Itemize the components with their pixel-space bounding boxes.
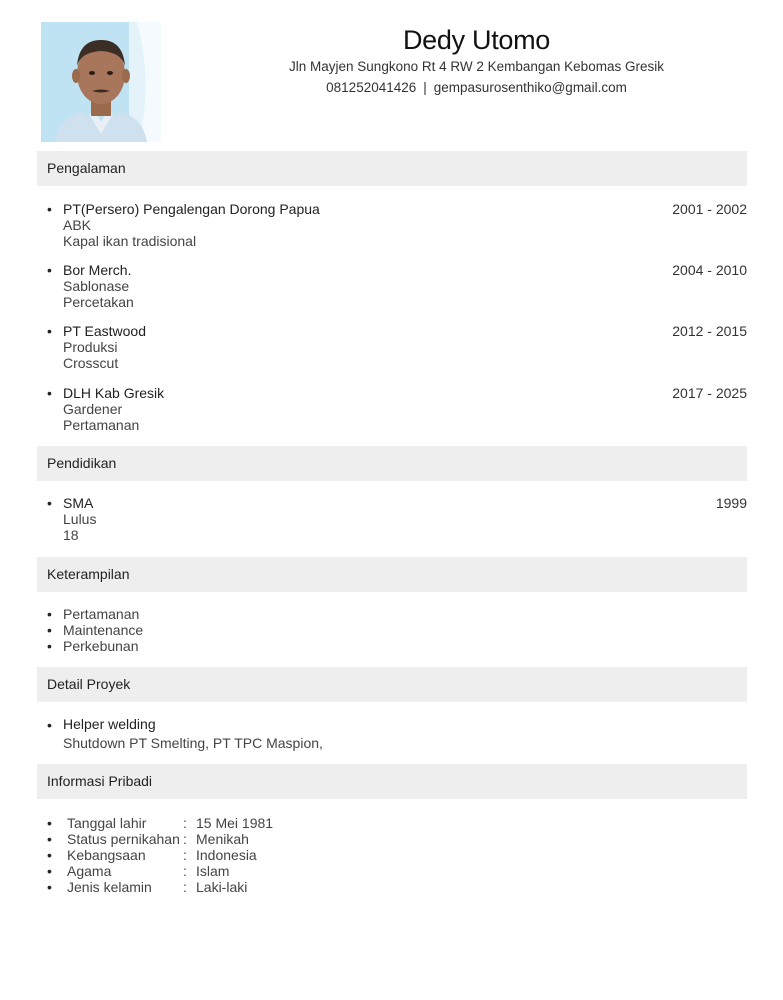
info-label: Agama bbox=[67, 863, 112, 879]
section-header-skills: Keterampilan bbox=[37, 557, 747, 592]
personal-info-row bbox=[47, 815, 747, 831]
bullet: • bbox=[47, 638, 52, 654]
education-score: 18 bbox=[63, 527, 79, 543]
info-colon: : bbox=[183, 831, 187, 847]
bullet: • bbox=[47, 717, 52, 733]
education-item bbox=[47, 495, 747, 543]
experience-description: Pertamanan bbox=[63, 417, 140, 433]
address: Jln Mayjen Sungkono Rt 4 RW 2 Kembangan Kebomas Gresik bbox=[289, 59, 664, 74]
info-value: Islam bbox=[196, 863, 230, 879]
profile-photo bbox=[41, 22, 161, 142]
experience-company: Bor Merch. bbox=[63, 262, 132, 278]
info-colon: : bbox=[183, 863, 187, 879]
section-header-projects: Detail Proyek bbox=[37, 667, 747, 702]
experience-description: Crosscut bbox=[63, 355, 119, 371]
section-header-experience: Pengalaman bbox=[37, 151, 747, 186]
experience-company: DLH Kab Gresik bbox=[63, 385, 165, 401]
bullet: • bbox=[47, 606, 52, 622]
email-address: gempasurosenthiko@gmail.com bbox=[433, 80, 627, 95]
education-status: Lulus bbox=[63, 511, 97, 527]
info-colon: : bbox=[183, 879, 187, 895]
experience-item bbox=[47, 201, 747, 249]
bullet: • bbox=[47, 385, 52, 401]
project-description: Shutdown PT Smelting, PT TPC Maspion, bbox=[63, 735, 323, 751]
personal-info-row bbox=[47, 879, 747, 895]
bullet: • bbox=[47, 815, 52, 831]
bullet: • bbox=[47, 323, 52, 339]
bullet: • bbox=[47, 201, 52, 217]
skill-item bbox=[47, 638, 747, 654]
experience-company: PT Eastwood bbox=[63, 323, 147, 339]
bullet: • bbox=[47, 847, 52, 863]
personal-info-list bbox=[47, 815, 747, 895]
info-label: Tanggal lahir bbox=[67, 815, 147, 831]
personal-info-row bbox=[47, 863, 747, 879]
skill-name: Perkebunan bbox=[63, 638, 139, 654]
personal-info-row bbox=[47, 847, 747, 863]
experience-company: PT(Persero) Pengalengan Dorong Papua bbox=[63, 201, 320, 217]
skill-name: Pertamanan bbox=[63, 606, 140, 622]
info-label: Kebangsaan bbox=[67, 847, 146, 863]
bullet: • bbox=[47, 262, 52, 278]
experience-role: Produksi bbox=[63, 339, 118, 355]
contact-line bbox=[170, 79, 783, 97]
info-colon: : bbox=[183, 815, 187, 831]
project-item bbox=[47, 717, 747, 751]
experience-item bbox=[47, 323, 747, 371]
header bbox=[170, 24, 783, 97]
full-name: Dedy Utomo bbox=[402, 25, 551, 55]
experience-role: Gardener bbox=[63, 401, 123, 417]
experience-years: 2012 - 2015 bbox=[672, 323, 747, 339]
contact-separator: | bbox=[423, 80, 427, 95]
experience-role: Sablonase bbox=[63, 278, 130, 294]
education-year: 1999 bbox=[715, 495, 747, 511]
experience-description: Kapal ikan tradisional bbox=[63, 233, 197, 249]
bullet: • bbox=[47, 831, 52, 847]
section-header-personal-info: Informasi Pribadi bbox=[37, 764, 747, 799]
bullet: • bbox=[47, 495, 52, 511]
skill-item bbox=[47, 606, 747, 622]
info-value: 15 Mei 1981 bbox=[196, 815, 274, 831]
info-value: Laki-laki bbox=[196, 879, 248, 895]
experience-years: 2017 - 2025 bbox=[672, 385, 747, 401]
skills-list bbox=[47, 606, 747, 654]
bullet: • bbox=[47, 863, 52, 879]
info-value: Indonesia bbox=[196, 847, 257, 863]
section-header-education: Pendidikan bbox=[37, 446, 747, 481]
info-colon: : bbox=[183, 847, 187, 863]
phone-number: 081252041426 bbox=[326, 80, 417, 95]
info-value: Menikah bbox=[196, 831, 249, 847]
bullet: • bbox=[47, 622, 52, 638]
skill-item bbox=[47, 622, 747, 638]
experience-item bbox=[47, 262, 747, 310]
experience-years: 2004 - 2010 bbox=[672, 262, 747, 278]
personal-info-row bbox=[47, 831, 747, 847]
bullet: • bbox=[47, 879, 52, 895]
education-school: SMA bbox=[63, 495, 94, 511]
skill-name: Maintenance bbox=[63, 622, 144, 638]
experience-role: ABK bbox=[63, 217, 92, 233]
experience-item bbox=[47, 385, 747, 433]
experience-years: 2001 - 2002 bbox=[672, 201, 747, 217]
info-label: Jenis kelamin bbox=[67, 879, 152, 895]
info-label: Status pernikahan bbox=[67, 831, 180, 847]
experience-description: Percetakan bbox=[63, 294, 134, 310]
project-name: Helper welding bbox=[63, 716, 156, 732]
